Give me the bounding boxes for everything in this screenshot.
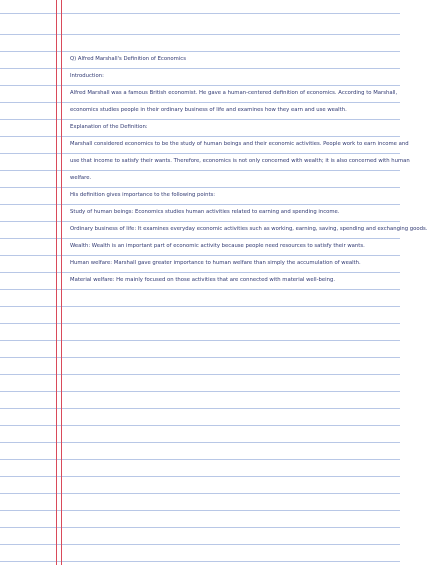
handwritten-notes xyxy=(70,51,427,289)
point-material-welfare: Material welfare: He mainly focused on those activities that are connected with material well-being. xyxy=(70,277,336,283)
explanation-line-3: welfare. xyxy=(70,175,92,181)
question-title: Q) Alfred Marshall's Definition of Economics xyxy=(70,56,186,62)
introduction-line-1: Alfred Marshall was a famous British economist. He gave a human-centered definition of economics. According to Marshall, xyxy=(70,90,398,96)
point-human-welfare: Human welfare: Marshall gave greater importance to human welfare than simply the accumulation of wealth. xyxy=(70,260,361,266)
margin-line-left xyxy=(56,0,57,565)
point-wealth: Wealth: Wealth is an important part of economic activity because people need resources to satisfy their wants. xyxy=(70,243,365,249)
explanation-line-2: use that income to satisfy their wants. Therefore, economics is not only concerned with wealth; it is also concerned with human xyxy=(70,158,410,164)
introduction-heading: Introduction: xyxy=(70,73,104,79)
introduction-line-2: economics studies people in their ordinary business of life and examines how they earn and use wealth. xyxy=(70,107,347,113)
explanation-line-1: Marshall considered economics to be the study of human beings and their economic activities. People work to earn income and xyxy=(70,141,409,147)
point-ordinary-business: Ordinary business of life: It examines everyday economic activities such as working, earning, saving, spending and exchanging goods. xyxy=(70,226,427,232)
point-study-of-human-beings: Study of human beings: Economics studies human activities related to earning and spending income. xyxy=(70,209,340,215)
explanation-heading: Explanation of the Definition: xyxy=(70,124,148,130)
points-intro: His definition gives importance to the following points: xyxy=(70,192,216,198)
margin-line-right xyxy=(61,0,62,565)
